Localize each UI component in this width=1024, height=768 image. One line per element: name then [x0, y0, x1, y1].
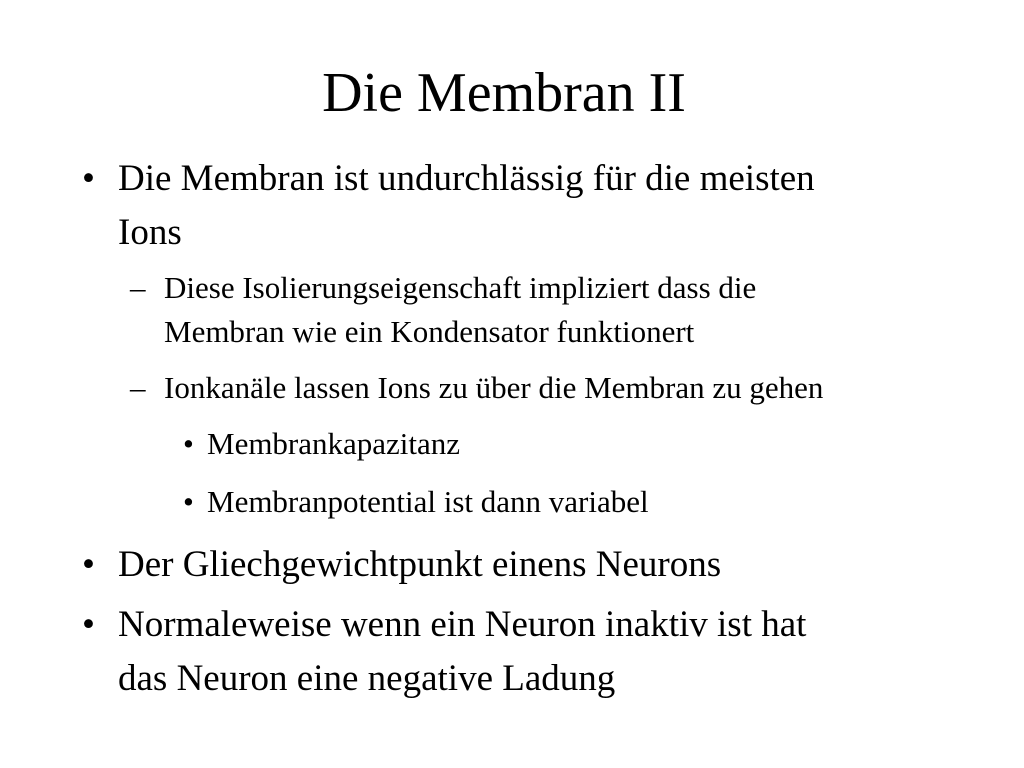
- bullet-text-continuation: Ions: [118, 212, 182, 253]
- bullet-dot-icon: •: [183, 484, 194, 519]
- bullet-text-continuation: das Neuron eine negative Ladung: [118, 658, 616, 699]
- bullet-item: [78, 598, 1018, 706]
- bullet-text: Die Membran ist undurchlässig für die meisten: [118, 158, 815, 199]
- bullet-item: [78, 152, 1018, 260]
- bullet-text: Der Gliechgewichtpunkt einens Neurons: [118, 544, 722, 585]
- sub-sub-bullet-item: [78, 480, 1018, 524]
- sub-bullet-item: [78, 266, 1018, 354]
- bullet-dot-icon: •: [183, 426, 194, 461]
- sub-bullet-text: Ionkanäle lassen Ions zu über die Membran zu gehen: [164, 370, 824, 405]
- sub-bullet-text: Diese Isolierungseigenschaft impliziert dass die: [164, 270, 757, 305]
- bullet-dot-icon: •: [82, 158, 95, 199]
- sub-sub-bullet-item: [78, 422, 1018, 466]
- dash-icon: –: [130, 370, 146, 405]
- sub-bullet-text-continuation: Membran wie ein Kondensator funktionert: [164, 314, 695, 349]
- sub-sub-bullet-text: Membranpotential ist dann variabel: [207, 484, 649, 519]
- bullet-dot-icon: •: [82, 604, 95, 645]
- sub-bullet-item: [78, 366, 1018, 410]
- bullet-dot-icon: •: [82, 544, 95, 585]
- bullet-text: Normaleweise wenn ein Neuron inaktiv ist hat: [118, 604, 807, 645]
- slide-title: Die Membran II: [322, 62, 686, 124]
- sub-sub-bullet-text: Membrankapazitanz: [207, 426, 461, 461]
- bullet-item: [78, 538, 1018, 592]
- dash-icon: –: [130, 270, 146, 305]
- slide-body: [78, 152, 1018, 712]
